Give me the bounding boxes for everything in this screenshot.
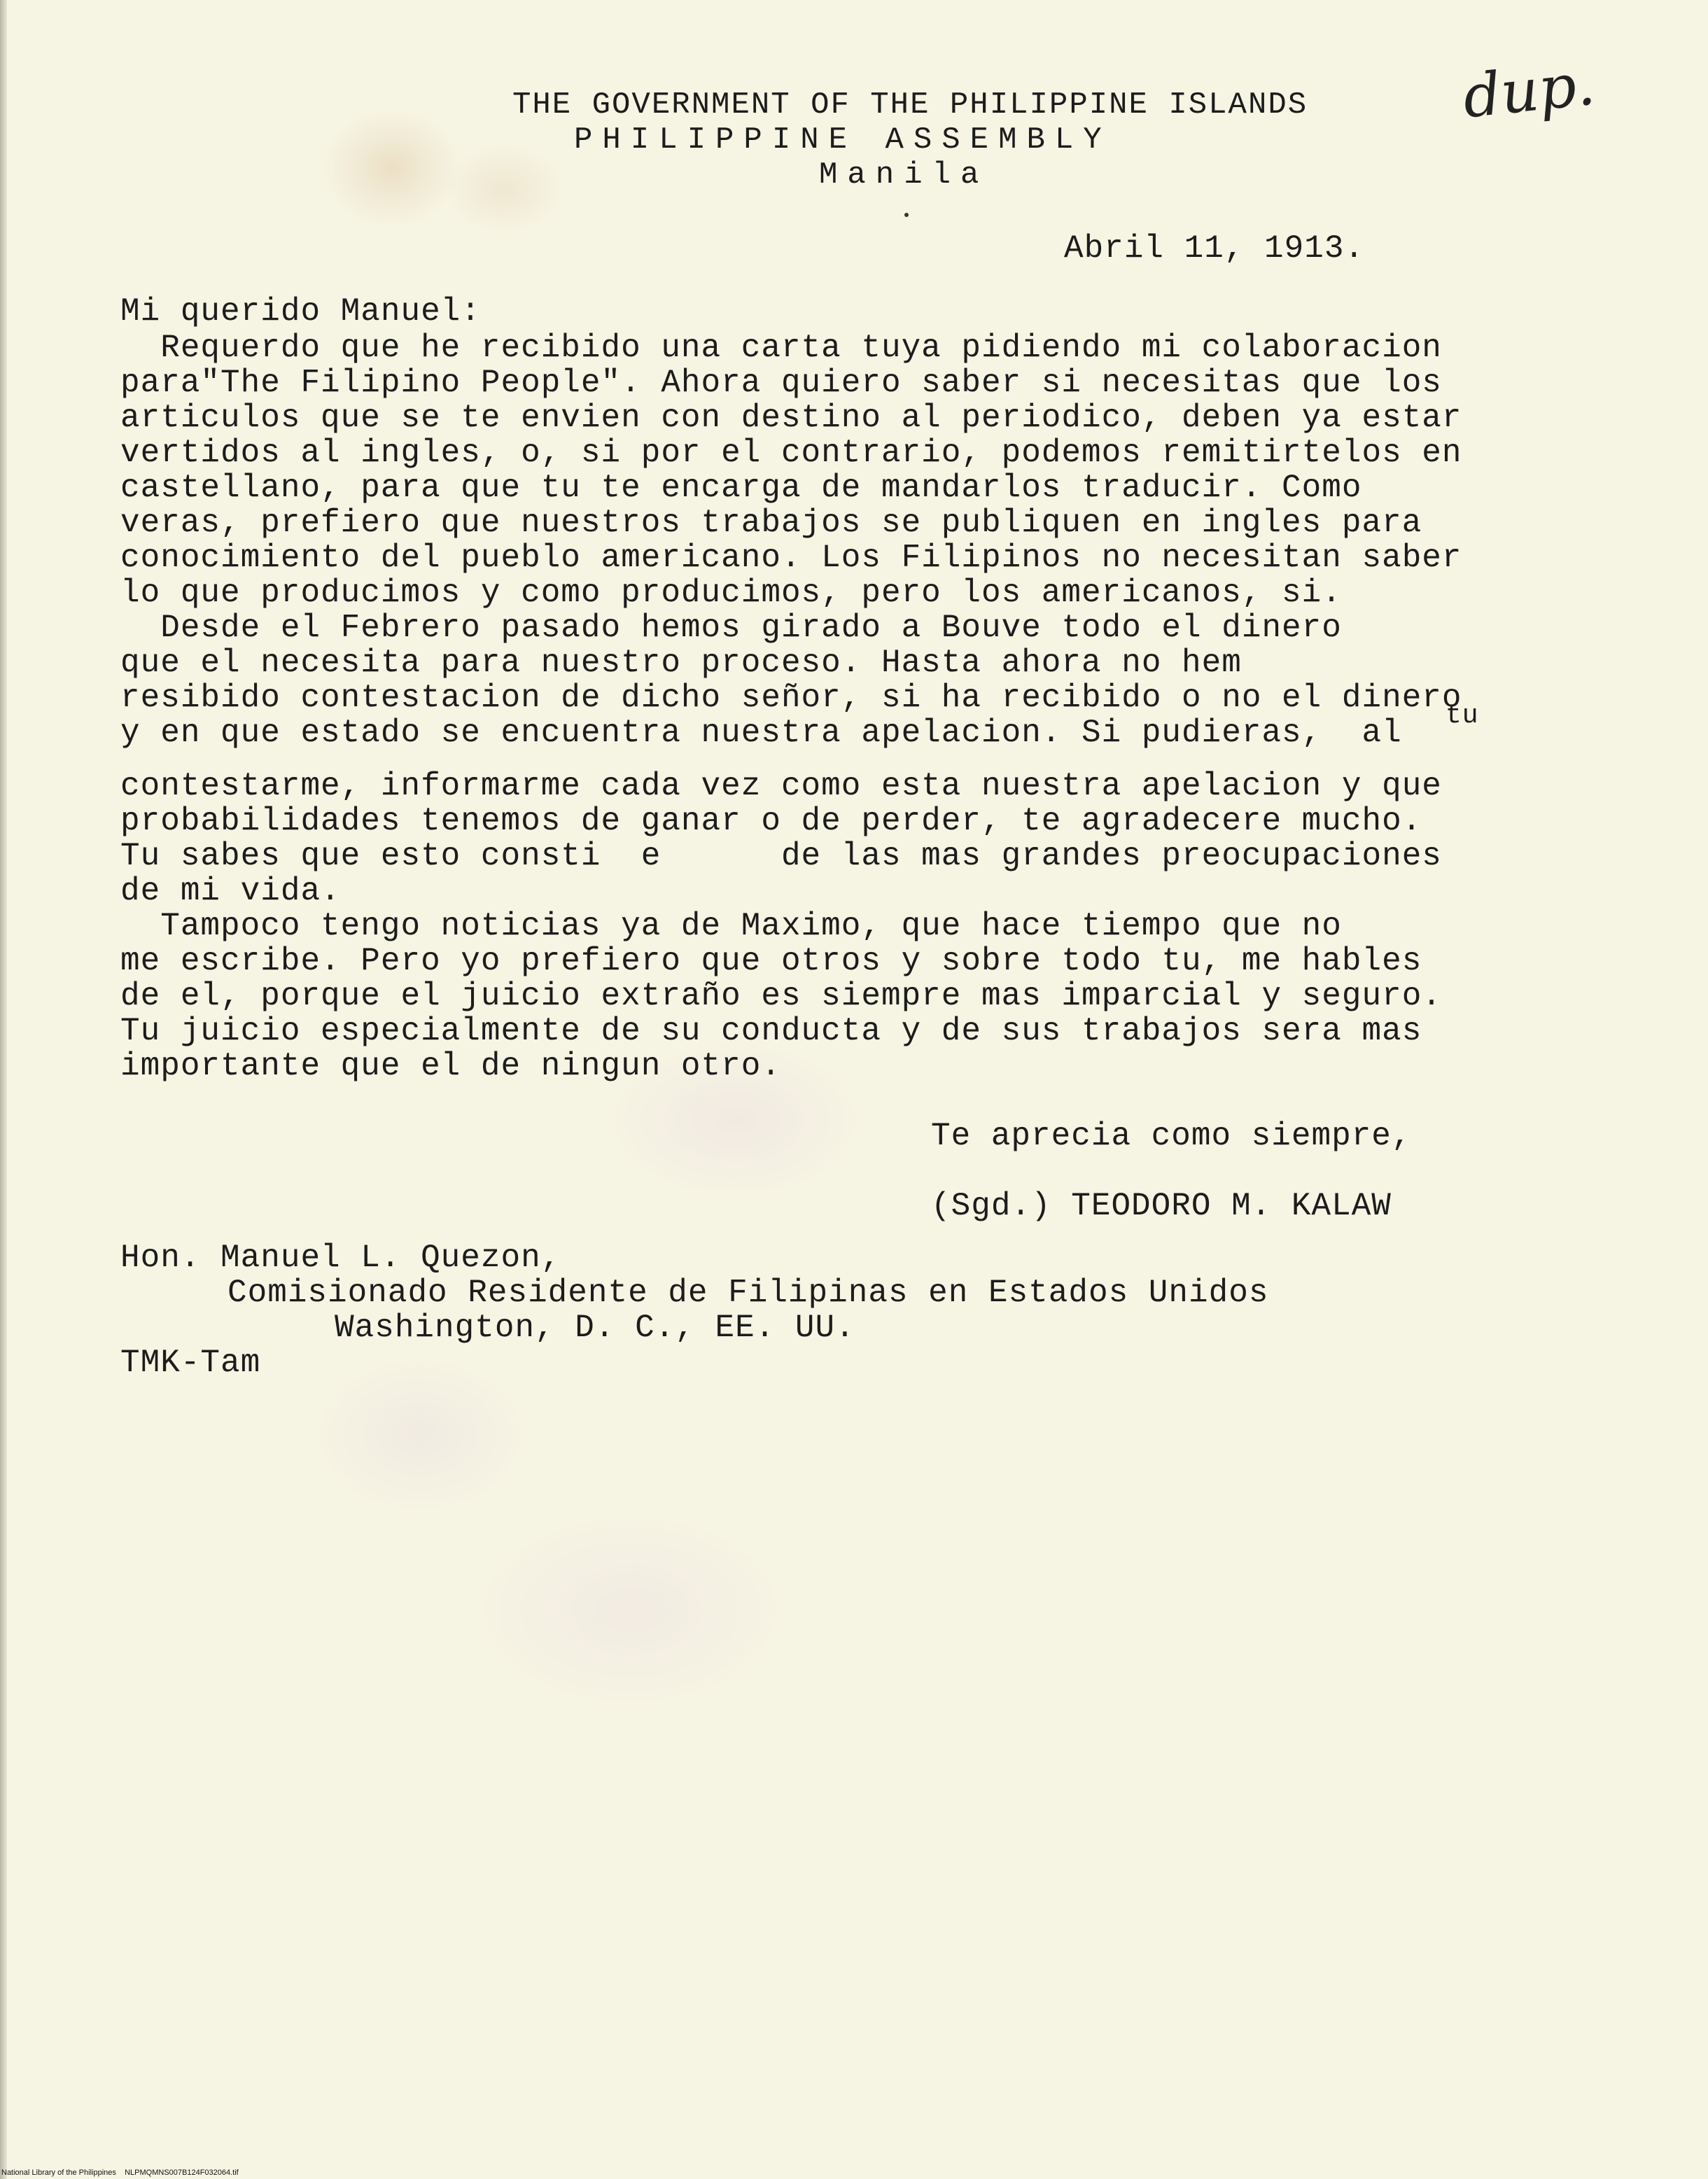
body-line: castellano, para que tu te encarga de mandarlos traducir. Como — [120, 470, 1362, 506]
handwritten-annotation: dup. — [1460, 49, 1598, 132]
letter-date: Abril 11, 1913. — [1064, 230, 1365, 267]
body-line: veras, prefiero que nuestros trabajos se publiquen en ingles para — [120, 505, 1422, 541]
body-line: me escribe. Pero yo prefiero que otros y sobre todo tu, me hables — [120, 943, 1422, 979]
body-line: Requerdo que he recibido una carta tuya pidiendo mi colaboracion — [120, 330, 1442, 366]
recipient-name: Hon. Manuel L. Quezon, — [120, 1240, 561, 1276]
body-line: vertidos al ingles, o, si por el contrario, podemos remitirtelos en — [120, 435, 1462, 471]
body-line: y en que estado se encuentra nuestra apelacion. Si pudieras, al — [120, 715, 1402, 751]
ink-dot — [904, 213, 909, 217]
body-line: que el necesita para nuestro proceso. Hasta ahora no hem — [120, 645, 1242, 681]
body-line: Tu juicio especialmente de su conducta y de sus trabajos sera mas — [120, 1013, 1422, 1049]
archive-footer: National Library of the Philippines NLPMQMNS007B124F032064.tif — [1, 2169, 239, 2177]
body-line: resibido contestacion de dicho señor, si ha recibido o no el dinero — [120, 680, 1462, 716]
signature: (Sgd.) TEODORO M. KALAW — [931, 1188, 1392, 1224]
body-line: Tu sabes que esto consti e de las mas grandes preocupaciones — [120, 838, 1442, 874]
closing: Te aprecia como siempre, — [931, 1118, 1412, 1154]
salutation: Mi querido Manuel: — [120, 293, 481, 330]
recipient-title: Comisionado Residente de Filipinas en Estados Unidos — [227, 1275, 1269, 1311]
body-line: Desde el Febrero pasado hemos girado a Bouve todo el dinero — [120, 610, 1342, 646]
body-line: de mi vida. — [120, 873, 341, 909]
body-line: conocimiento del pueblo americano. Los Filipinos no necesitan saber — [120, 540, 1462, 576]
body-line: lo que producimos y como producimos, pero los americanos, si. — [120, 575, 1342, 611]
body-line: de el, porque el juicio extraño es siempre mas imparcial y seguro. — [120, 978, 1442, 1014]
letterhead-city: Manila — [819, 157, 989, 192]
reference-initials: TMK-Tam — [120, 1345, 261, 1381]
body-line: articulos que se te envien con destino al periodico, deben ya estar — [120, 400, 1462, 436]
body-line: contestarme, informarme cada vez como esta nuestra apelacion y que — [120, 768, 1442, 804]
body-line: probabilidades tenemos de ganar o de perder, te agradecere mucho. — [120, 803, 1422, 839]
body-line: importante que el de ningun otro. — [120, 1048, 781, 1084]
recipient-location: Washington, D. C., EE. UU. — [335, 1310, 855, 1346]
body-line: para"The Filipino People". Ahora quiero saber si necesitas que los — [120, 365, 1442, 401]
body-line: Tampoco tengo noticias ya de Maximo, que hace tiempo que no — [120, 908, 1342, 944]
inserted-word: tu — [1446, 701, 1479, 731]
letterhead-government: THE GOVERNMENT OF THE PHILIPPINE ISLANDS — [512, 87, 1308, 122]
letterhead-assembly: PHILIPPINE ASSEMBLY — [574, 122, 1112, 157]
page-edge — [0, 0, 7, 2179]
